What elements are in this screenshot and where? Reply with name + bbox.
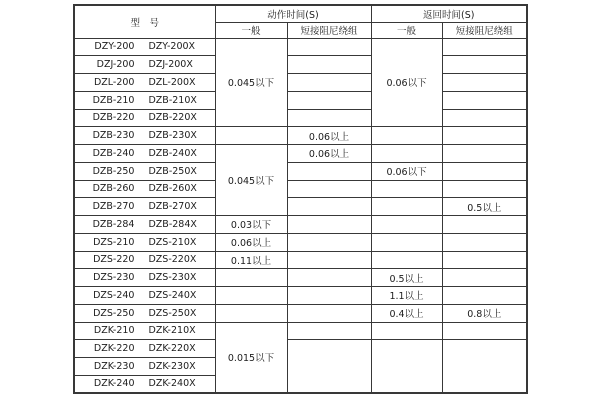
model-name: DZB-250 xyxy=(92,165,135,177)
model-name: DZS-250 xyxy=(93,307,135,319)
model-cell xyxy=(74,304,215,322)
model-name-x: DZS-230X xyxy=(148,272,197,284)
ret-general-cell xyxy=(371,216,442,234)
header-action-general: 一般 xyxy=(215,22,287,38)
header-row-1 xyxy=(74,5,527,22)
model-name: DZB-230 xyxy=(92,130,135,142)
ret-damped-cell xyxy=(442,91,527,109)
act-damped-cell xyxy=(287,162,371,180)
model-cell xyxy=(74,91,215,109)
ret-general-cell: 0.06以下 xyxy=(371,38,442,127)
ret-damped-cell xyxy=(442,233,527,251)
ret-damped-cell xyxy=(442,216,527,234)
model-name-x: DZB-270X xyxy=(148,201,197,213)
act-damped-cell: 0.06以上 xyxy=(287,145,371,163)
header-return-time: 返回时间(S) xyxy=(371,5,527,22)
act-general-cell xyxy=(215,127,287,145)
model-name: DZS-210 xyxy=(93,236,135,248)
ret-damped-cell xyxy=(442,127,527,145)
table-row xyxy=(74,127,527,145)
act-damped-cell xyxy=(287,269,371,287)
model-name: DZB-220 xyxy=(92,112,135,124)
header-action-time: 动作时间(S) xyxy=(215,5,371,22)
act-damped-cell xyxy=(287,109,371,127)
ret-damped-cell xyxy=(442,74,527,92)
model-cell xyxy=(74,38,215,56)
model-name-x: DZK-220X xyxy=(148,343,196,355)
model-name-x: DZY-200X xyxy=(148,41,196,53)
ret-general-cell xyxy=(371,180,442,198)
table-row xyxy=(74,251,527,269)
ret-damped-cell xyxy=(442,340,527,393)
ret-damped-cell xyxy=(442,269,527,287)
ret-damped-cell xyxy=(442,322,527,340)
ret-general-cell: 0.4以上 xyxy=(371,304,442,322)
ret-damped-cell xyxy=(442,145,527,163)
model-cell xyxy=(74,216,215,234)
act-general-cell: 0.045以下 xyxy=(215,145,287,216)
table-row xyxy=(74,56,527,74)
model-cell xyxy=(74,180,215,198)
model-name-x: DZB-260X xyxy=(148,183,197,195)
model-cell xyxy=(74,287,215,305)
model-name: DZJ-200 xyxy=(96,59,135,71)
model-name: DZS-240 xyxy=(93,289,135,301)
model-name: DZB-284 xyxy=(92,218,135,230)
table-row xyxy=(74,304,527,322)
act-damped-cell xyxy=(287,74,371,92)
model-name: DZS-230 xyxy=(93,272,135,284)
ret-damped-cell xyxy=(442,109,527,127)
model-name-x: DZS-250X xyxy=(148,307,197,319)
model-name-x: DZK-230X xyxy=(148,360,196,372)
model-name: DZY-200 xyxy=(94,41,135,53)
act-damped-cell: 0.06以上 xyxy=(287,127,371,145)
table-row xyxy=(74,198,527,216)
ret-damped-cell: 0.5以上 xyxy=(442,198,527,216)
ret-damped-cell xyxy=(442,162,527,180)
ret-general-cell xyxy=(371,251,442,269)
model-name-x: DZB-240X xyxy=(148,147,197,159)
model-name: DZK-210 xyxy=(93,325,135,337)
ret-damped-cell: 0.8以上 xyxy=(442,304,527,322)
ret-general-cell xyxy=(371,340,442,393)
ret-general-cell: 1.1以上 xyxy=(371,287,442,305)
act-damped-cell xyxy=(287,322,371,340)
act-damped-cell xyxy=(287,287,371,305)
table-row xyxy=(74,233,527,251)
model-name-x: DZL-200X xyxy=(148,76,196,88)
model-cell xyxy=(74,127,215,145)
act-general-cell: 0.06以上 xyxy=(215,233,287,251)
model-name-x: DZB-230X xyxy=(148,130,197,142)
model-name: DZK-240 xyxy=(93,378,135,390)
model-name-x: DZK-210X xyxy=(148,325,196,337)
model-name-x: DZS-240X xyxy=(148,289,197,301)
table-row xyxy=(74,145,527,163)
act-general-cell xyxy=(215,269,287,287)
act-damped-cell xyxy=(287,198,371,216)
ret-damped-cell xyxy=(442,180,527,198)
header-return-general: 一般 xyxy=(371,22,442,38)
ret-damped-cell xyxy=(442,38,527,56)
model-name-x: DZB-210X xyxy=(148,94,197,106)
header-action-damped-winding: 短接阻尼绕组 xyxy=(287,22,371,38)
ret-damped-cell xyxy=(442,56,527,74)
model-cell xyxy=(74,358,215,376)
model-name-x: DZB-284X xyxy=(148,218,197,230)
model-name: DZB-210 xyxy=(92,94,135,106)
model-name: DZL-200 xyxy=(93,76,135,88)
table-row xyxy=(74,340,527,358)
model-name: DZB-260 xyxy=(92,183,135,195)
model-cell xyxy=(74,145,215,163)
ret-damped-cell xyxy=(442,287,527,305)
model-cell xyxy=(74,198,215,216)
model-name: DZB-270 xyxy=(92,201,135,213)
model-cell xyxy=(74,322,215,340)
model-cell xyxy=(74,74,215,92)
act-general-cell xyxy=(215,287,287,305)
act-damped-cell xyxy=(287,340,371,393)
model-cell xyxy=(74,109,215,127)
table-row xyxy=(74,109,527,127)
ret-general-cell xyxy=(371,198,442,216)
ret-damped-cell xyxy=(442,251,527,269)
table-row xyxy=(74,38,527,56)
table-row xyxy=(74,322,527,340)
model-name: DZK-230 xyxy=(93,360,135,372)
table-row xyxy=(74,162,527,180)
act-damped-cell xyxy=(287,180,371,198)
act-general-cell xyxy=(215,304,287,322)
act-general-cell: 0.045以下 xyxy=(215,38,287,127)
model-name-x: DZJ-200X xyxy=(148,59,193,71)
model-name-x: DZS-210X xyxy=(148,236,197,248)
ret-general-cell: 0.5以上 xyxy=(371,269,442,287)
act-general-cell: 0.03以下 xyxy=(215,216,287,234)
act-damped-cell xyxy=(287,56,371,74)
model-cell xyxy=(74,233,215,251)
act-damped-cell xyxy=(287,38,371,56)
model-name: DZS-220 xyxy=(93,254,135,266)
table-row xyxy=(74,287,527,305)
model-cell xyxy=(74,340,215,358)
relay-timing-table xyxy=(73,4,528,394)
table-row xyxy=(74,216,527,234)
table-row xyxy=(74,91,527,109)
model-name-x: DZB-220X xyxy=(148,112,197,124)
act-general-cell: 0.11以上 xyxy=(215,251,287,269)
model-name-x: DZS-220X xyxy=(148,254,197,266)
model-name-x: DZB-250X xyxy=(148,165,197,177)
ret-general-cell xyxy=(371,322,442,340)
model-name-x: DZK-240X xyxy=(148,378,196,390)
model-cell xyxy=(74,56,215,74)
table-row xyxy=(74,180,527,198)
ret-general-cell xyxy=(371,127,442,145)
ret-general-cell: 0.06以下 xyxy=(371,162,442,180)
act-damped-cell xyxy=(287,216,371,234)
model-cell xyxy=(74,251,215,269)
model-name: DZK-220 xyxy=(93,343,135,355)
act-general-cell: 0.015以下 xyxy=(215,322,287,393)
ret-general-cell xyxy=(371,233,442,251)
ret-general-cell xyxy=(371,145,442,163)
table-row xyxy=(74,74,527,92)
model-cell xyxy=(74,269,215,287)
header-return-damped-winding: 短接阻尼绕组 xyxy=(442,22,527,38)
act-damped-cell xyxy=(287,251,371,269)
model-name: DZB-240 xyxy=(92,147,135,159)
model-cell xyxy=(74,375,215,393)
act-damped-cell xyxy=(287,91,371,109)
header-model: 型 号 xyxy=(74,5,215,38)
model-cell xyxy=(74,162,215,180)
table-row xyxy=(74,269,527,287)
act-damped-cell xyxy=(287,233,371,251)
act-damped-cell xyxy=(287,304,371,322)
